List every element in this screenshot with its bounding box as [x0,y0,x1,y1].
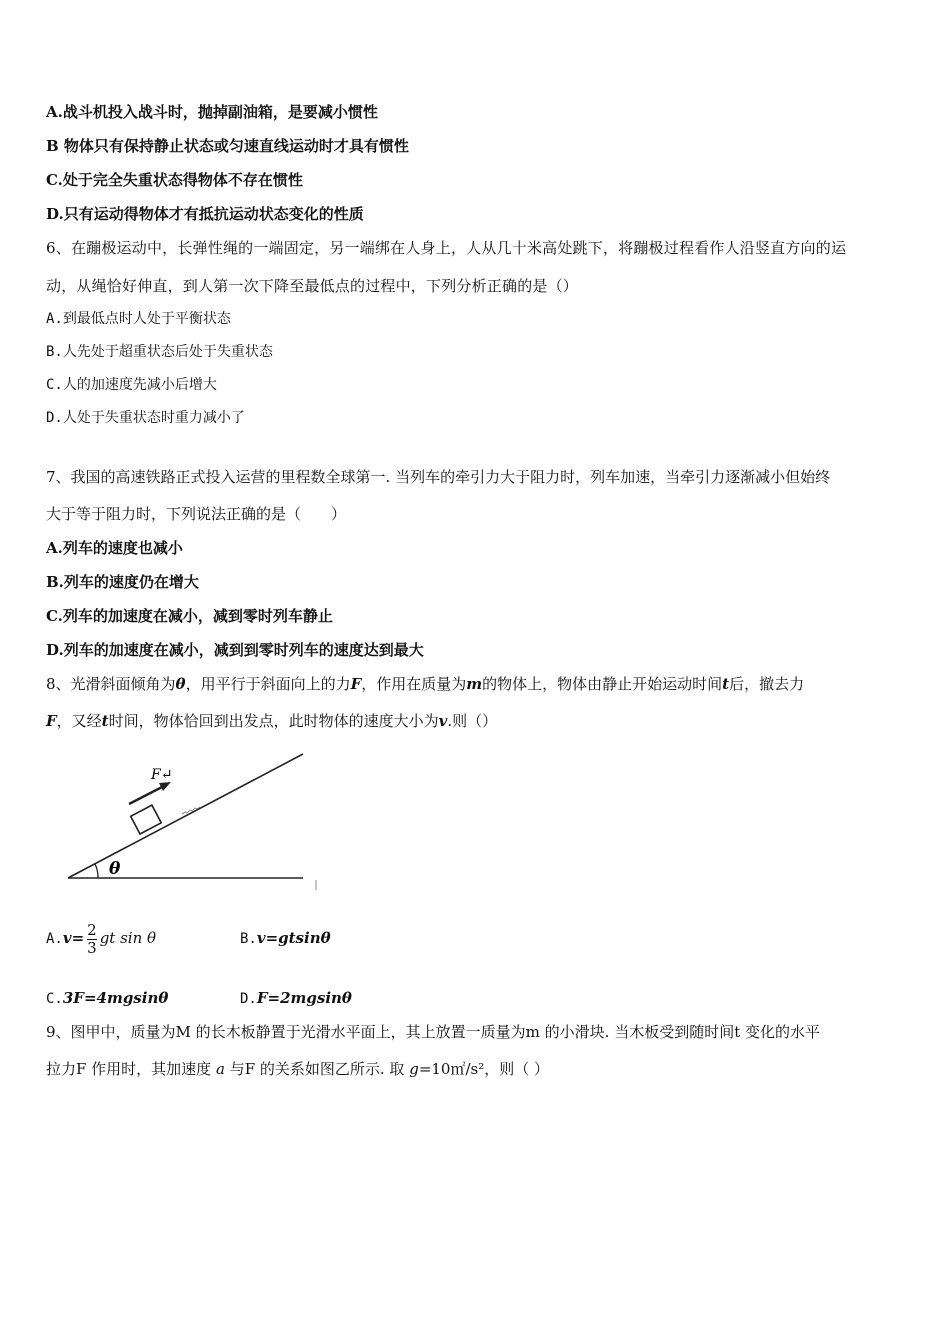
q8-stem-line2 [46,711,497,731]
velocity-symbol: v [62,929,72,947]
q6-option-c: C.人的加速度先减小后增大 [46,377,217,393]
q5-option-b: B 物体只有保持静止状态或匀速直线运动时才具有惯性 [46,137,409,155]
incline-slope-line [68,754,303,878]
q6-option-a: A.到最低点时人处于平衡状态 [46,311,231,327]
force-arrow-shaft [129,786,164,804]
q8-option-c [46,988,168,1009]
q7-stem-line2: 大于等于阻力时，下列说法正确的是（ ） [46,505,347,523]
q6-option-b: B.人先处于超重状态后处于失重状态 [46,344,273,360]
fraction [87,922,97,957]
force-label: F↵ [151,767,173,783]
option-formula: v=gtsinθ [256,929,331,947]
q8-time-symbol: t [101,712,109,730]
gravity-value: =10㎡/s² [418,1060,485,1078]
q5-option-c: C.处于完全失重状态得物体不存在惯性 [46,171,303,189]
incline-figure [60,748,320,898]
force-arrow-head [159,782,171,791]
q8-text: ，作用在质量为 [361,675,467,693]
q8-force-symbol: F [46,712,57,730]
q7-option-c: C.列车的加速度在减小，减到零时列车静止 [46,607,333,625]
q5-option-a: A.战斗机投入战斗时，抛掉副油箱，是要减小惯性 [46,103,378,121]
angle-label: θ [109,859,121,879]
q8-text: 后，撤去力 [729,675,805,693]
q6-stem-line1: 6、在蹦极运动中，长弹性绳的一端固定，另一端绑在人身上，人从几十米高处跳下，将蹦极过程看作人沿竖直方向的运 [46,239,847,257]
option-prefix: B. [240,931,257,947]
q8-text: 8、光滑斜面倾角为 [46,675,176,693]
block [131,805,162,834]
q9-text: 拉力F 作用时，其加速度 [46,1060,212,1078]
q8-theta: θ [175,675,186,693]
q7-option-a: A.列车的速度也减小 [46,539,183,557]
q8-text: ，又经 [56,712,102,730]
equals-sign: = [71,929,85,947]
q9-stem-line2 [46,1059,549,1079]
q9-text: ，则（ ） [484,1060,550,1078]
angle-arc [95,864,98,878]
q8-text: .则（） [447,712,498,730]
q8-option-a [46,918,156,959]
q8-option-d [240,988,352,1009]
option-prefix: A. [46,931,63,947]
formula-rest: gt sin θ [99,929,157,947]
option-prefix: D. [240,991,257,1007]
fraction-denominator: 3 [87,938,97,957]
q8-stem-line1 [46,674,804,694]
option-formula: F=2mgsinθ [256,989,352,1007]
q9-stem-line1: 9、图甲中，质量为M 的长木板静置于光滑水平面上，其上放置一质量为m 的小滑块. 当木板受到随时间t 变化的水平 [46,1023,820,1041]
q8-text: 时间，物体恰回到出发点，此时物体的速度大小为 [108,712,439,730]
q8-time-symbol: t [722,675,730,693]
q7-option-b: B.列车的速度仍在增大 [46,573,199,591]
q8-option-b [240,928,331,949]
acceleration-symbol: a [215,1060,225,1078]
option-prefix: C. [46,991,63,1007]
q7-option-d: D.列车的加速度在减小，减到到零时列车的速度达到最大 [46,641,424,659]
q8-velocity-symbol: v [438,712,448,730]
q8-text: ，用平行于斜面向上的力 [185,675,351,693]
q8-force-symbol: F [350,675,362,693]
fraction-numerator: 2 [87,920,97,939]
q8-mass-symbol: m [466,675,483,693]
q5-option-d: D.只有运动得物体才有抵抗运动状态变化的性质 [46,205,364,223]
option-formula: 3F=4mgsinθ [62,989,169,1007]
q6-option-d: D.人处于失重状态时重力减小了 [46,410,245,426]
q9-text: 与F 的关系如图乙所示. 取 [229,1060,405,1078]
q7-stem-line1: 7、我国的高速铁路正式投入运营的里程数全球第一. 当列车的牵引力大于阻力时，列车加速，当牵引力逐渐减小但始终 [46,468,831,486]
q8-text: 的物体上，物体由静止开始运动时间 [482,675,723,693]
q6-stem-line2: 动，从绳恰好伸直，到人第一次下降至最低点的过程中，下列分析正确的是（） [46,277,579,295]
gravity-symbol: g [409,1060,419,1078]
